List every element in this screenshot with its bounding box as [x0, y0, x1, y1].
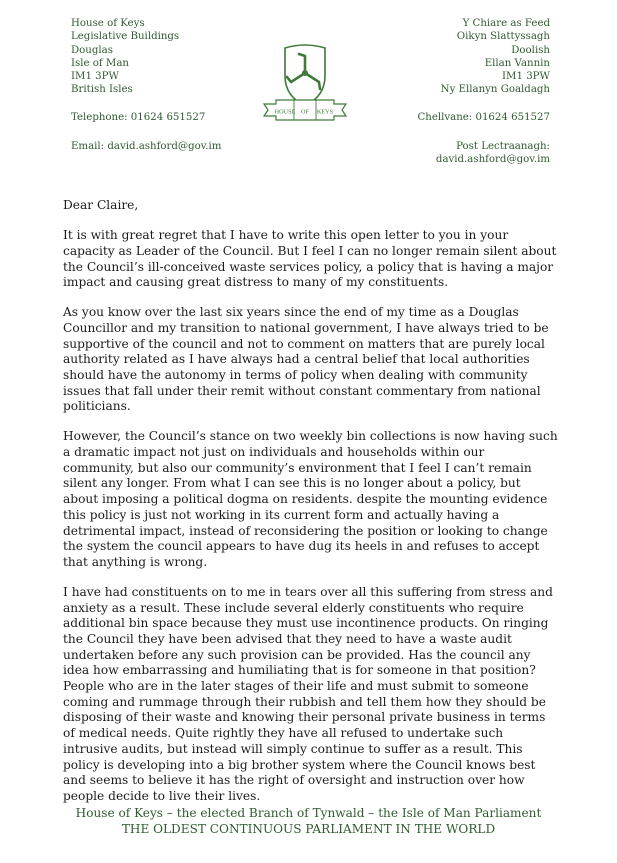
letter-paragraph: I have had constituents on to me in tears over all this suffering from stress and anxiety as a result. These include several elderly constituents who require additional bin space because they must use incontinence products. On ringing the Council they have been advised that they need to have a waste audit undertaken before any such provision can be provided. Has the council any idea how embarrassing and humiliating that is for someone in that position? People who are in the later stages of their life and must submit to someone coming and rummage through their rubbish and tell them how they should be disposing of their waste and knowing their personal private business in terms of medical needs. Quite rightly they have all refused to undertake such intrusive audits, but instead will simply continue to suffer as a result. This policy is developing into a big brother system where the Council knows best and seems to believe it has the right of oversight and instruction over how people decide to live their lives.	[63, 584, 553, 803]
email-manx	[436, 140, 550, 167]
address-line: IM1 3PW	[71, 71, 119, 83]
letter-paragraph: It is with great regret that I have to write this open letter to you in your capacity as Leader of the Council. But I feel I can no longer remain silent about the Council’s ill-conceived waste services policy, a policy that is having a major impact and causing great distress to many of my constituents.	[63, 228, 557, 290]
address-line: British Isles	[71, 84, 133, 96]
address-line: Oikyn Slattyssagh	[456, 31, 550, 43]
address-line: Doolish	[511, 44, 550, 56]
letter-paragraph: However, the Council’s stance on two weekly bin collections is now having such a dramatic impact not just on individuals and households within our community, but also our community’s environment that I feel I can’t remain silent any longer. From what I can see this is no longer about a policy, but about imposing a political dogma on residents. despite the mounting evidence this policy is just not working in its current form and actually having a detrimental impact, instead of reconsidering the position or looking to change the system the council appears to have dug its heels in and refuses to accept that anything is wrong.	[63, 429, 558, 569]
email-manx-label: Post Lectraanagh:	[456, 141, 550, 152]
telephone-english: Telephone: 01624 651527	[71, 112, 206, 123]
crest-banner-word: OF	[301, 108, 309, 116]
crest-banner-word: KEYS	[316, 108, 334, 116]
sender-address-manx	[441, 17, 550, 97]
email-manx-value: david.ashford@gov.im	[435, 154, 550, 166]
sender-address-english	[71, 17, 179, 97]
address-line: Douglas	[71, 44, 113, 56]
triskelion-crest-icon	[262, 40, 348, 128]
letter-body	[63, 198, 558, 819]
letter-paragraph: As you know over the last six years since the end of my time as a Douglas Councillor and my transition to national government, I have always tried to be supportive of the council and not to comment on matters that are purely local authority related as I have always had a central belief that local authorities should have the autonomy in terms of policy when dealing with community issues that fall under their remit without constant commentary from national politicians.	[63, 305, 549, 414]
footer-line-1: House of Keys – the elected Branch of Tynwald – the Isle of Man Parliament	[75, 806, 542, 820]
letterhead-footer	[0, 805, 617, 837]
email-english: Email: david.ashford@gov.im	[71, 141, 222, 152]
crest-banner-word: HOUSE	[274, 108, 296, 116]
address-line: Legislative Buildings	[71, 31, 180, 43]
address-line: IM1 3PW	[502, 71, 550, 83]
address-line: Isle of Man	[71, 57, 129, 69]
address-line: Ny Ellanyn Goaldagh	[440, 84, 550, 96]
address-line: Y Chiare as Feed	[462, 18, 550, 29]
telephone-manx: Chellvane: 01624 651527	[417, 112, 550, 123]
footer-line-2: THE OLDEST CONTINUOUS PARLIAMENT IN THE WORLD	[121, 822, 496, 836]
address-line: Ellan Vannin	[484, 57, 550, 69]
salutation: Dear Claire,	[63, 198, 139, 212]
address-line: House of Keys	[71, 18, 145, 29]
